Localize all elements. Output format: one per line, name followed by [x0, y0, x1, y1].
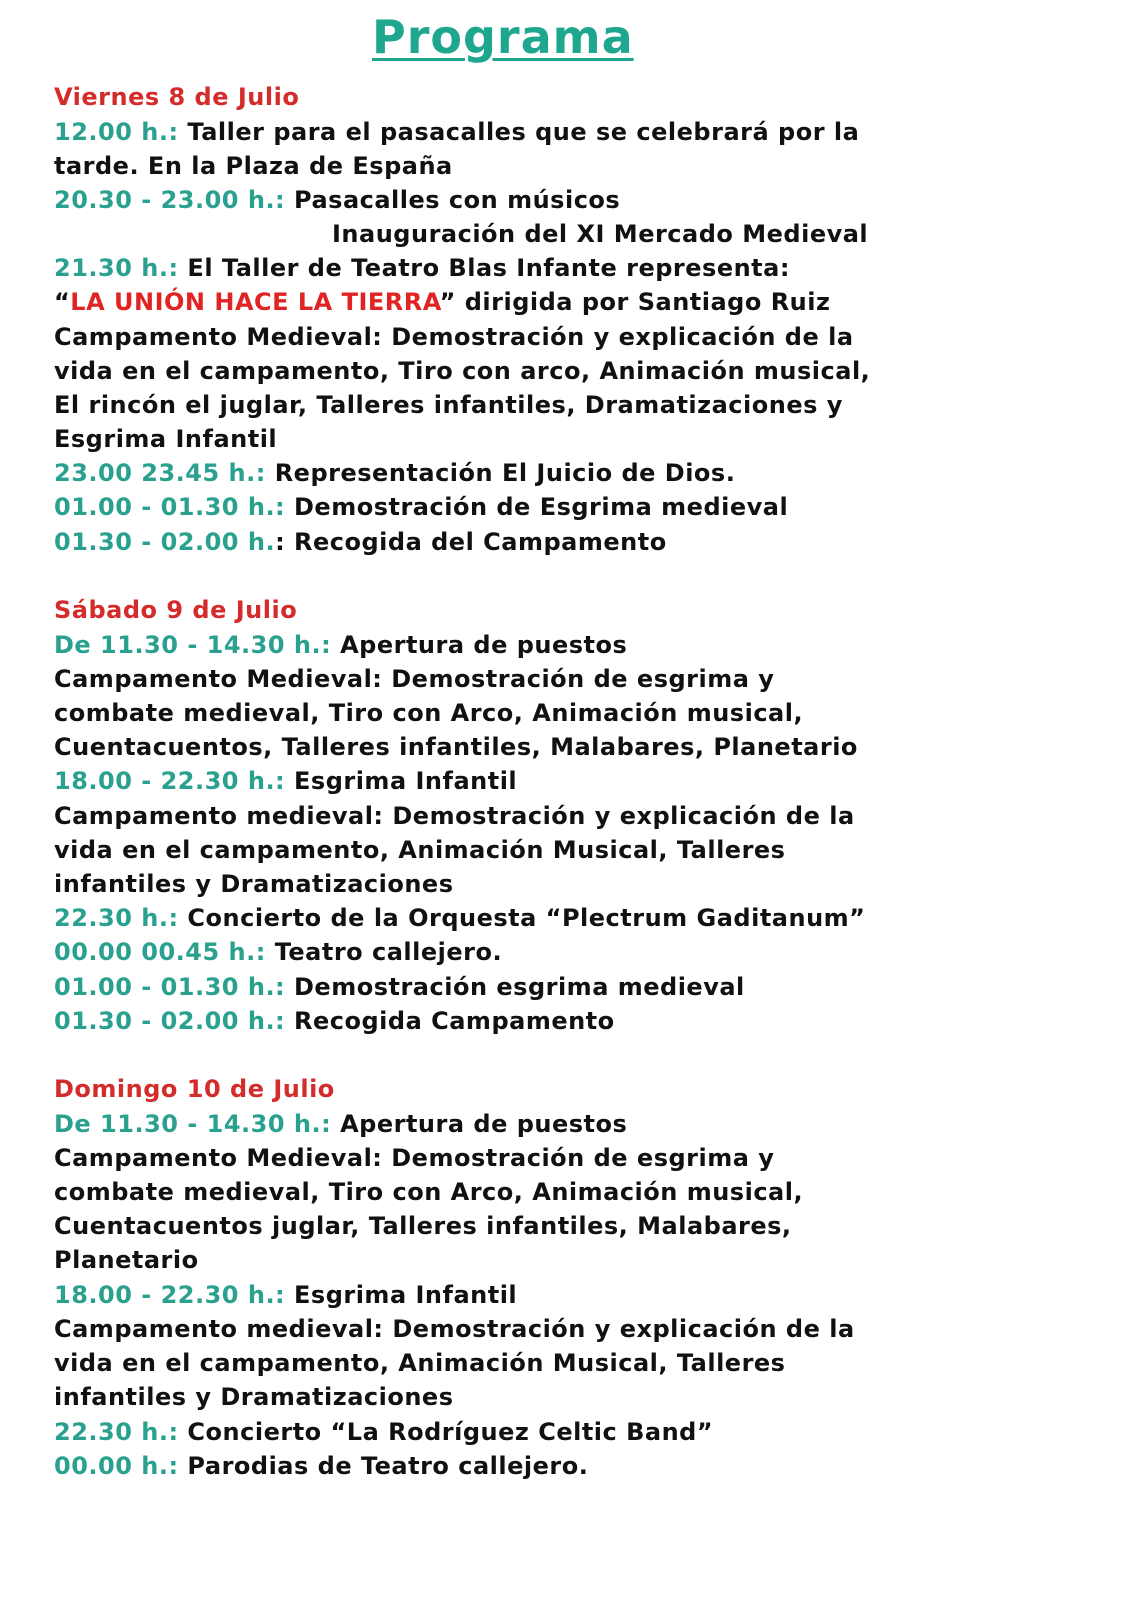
event-text: Campamento Medieval: Demostración y explicación de la — [54, 323, 854, 351]
event-text: Planetario — [54, 1246, 199, 1274]
event-text: tarde. En la Plaza de España — [54, 152, 453, 180]
event-text: Esgrima Infantil — [54, 425, 278, 453]
time-label: 00.00 h.: — [54, 1452, 179, 1480]
event-text: Parodias de Teatro callejero. — [178, 1452, 589, 1480]
day-heading-domingo: Domingo 10 de Julio — [54, 1075, 335, 1103]
time-label: 22.30 h.: — [54, 904, 179, 932]
event-text: Campamento medieval: Demostración y explicación de la — [54, 802, 855, 830]
schedule-line — [54, 901, 865, 935]
event-text: vida en el campamento, Animación Musical, Talleres — [54, 1349, 786, 1377]
time-label: 20.30 - 23.00 h.: — [54, 186, 286, 214]
event-text: infantiles y Dramatizaciones — [54, 1383, 454, 1411]
schedule-line — [54, 183, 620, 217]
schedule-line — [54, 1278, 517, 1312]
schedule-line — [54, 1415, 713, 1449]
schedule-line — [54, 1107, 627, 1141]
schedule-line — [54, 456, 735, 490]
event-text: Esgrima Infantil — [285, 1281, 518, 1309]
event-text: El Taller de Teatro Blas Infante representa: — [178, 254, 790, 282]
day-heading-sabado: Sábado 9 de Julio — [54, 596, 298, 624]
event-text: Demostración de Esgrima medieval — [285, 493, 789, 521]
event-text: Cuentacuentos, Talleres infantiles, Malabares, Planetario — [54, 733, 858, 761]
time-label: 21.30 h.: — [54, 254, 179, 282]
schedule-line — [54, 490, 788, 524]
time-label: 22.30 h.: — [54, 1418, 179, 1446]
event-text: Pasacalles con músicos — [285, 186, 621, 214]
schedule-line — [54, 525, 667, 559]
day-heading-viernes: Viernes 8 de Julio — [54, 83, 300, 111]
page-title: Programa — [372, 10, 634, 64]
schedule-line — [54, 251, 790, 285]
event-text: Cuentacuentos juglar, Talleres infantiles, Malabares, — [54, 1212, 792, 1240]
time-label: De 11.30 - 14.30 h.: — [54, 1110, 332, 1138]
time-label: 01.00 - 01.30 h.: — [54, 973, 286, 1001]
time-label: De 11.30 - 14.30 h.: — [54, 631, 332, 659]
event-text: combate medieval, Tiro con Arco, Animación musical, — [54, 699, 804, 727]
time-label: 18.00 - 22.30 h.: — [54, 1281, 286, 1309]
time-label: 23.00 23.45 h.: — [54, 459, 266, 487]
schedule-line — [54, 115, 859, 149]
event-text: Apertura de puestos — [331, 1110, 628, 1138]
schedule-line — [54, 628, 627, 662]
event-text: : Recogida del Campamento — [275, 528, 667, 556]
time-label: 01.30 - 02.00 h. — [54, 528, 276, 556]
event-text: Recogida Campamento — [285, 1007, 615, 1035]
event-text: vida en el campamento, Animación Musical, Talleres — [54, 836, 786, 864]
event-text: Inauguración del XI Mercado Medieval — [332, 220, 869, 248]
schedule-line — [54, 1449, 588, 1483]
event-text: Campamento Medieval: Demostración de esgrima y — [54, 665, 775, 693]
schedule-line — [54, 764, 517, 798]
event-text: El rincón el juglar, Talleres infantiles, Dramatizaciones y — [54, 391, 843, 419]
event-text: Teatro callejero. — [265, 938, 503, 966]
schedule-line — [54, 935, 502, 969]
schedule-line — [54, 1004, 615, 1038]
event-text: infantiles y Dramatizaciones — [54, 870, 454, 898]
play-title: LA UNIÓN HACE LA TIERRA — [70, 288, 440, 316]
event-text: vida en el campamento, Tiro con arco, Animación musical, — [54, 357, 871, 385]
event-text: Concierto “La Rodríguez Celtic Band” — [178, 1418, 714, 1446]
event-text: Apertura de puestos — [331, 631, 628, 659]
event-text: Demostración esgrima medieval — [285, 973, 745, 1001]
time-label: 12.00 h.: — [54, 118, 179, 146]
event-text: Campamento Medieval: Demostración de esgrima y — [54, 1144, 775, 1172]
event-text: Esgrima Infantil — [285, 767, 518, 795]
event-text: Representación El Juicio de Dios. — [265, 459, 736, 487]
event-text: Campamento medieval: Demostración y explicación de la — [54, 1315, 855, 1343]
time-label: 01.30 - 02.00 h.: — [54, 1007, 286, 1035]
schedule-line — [54, 970, 745, 1004]
event-text: Taller para el pasacalles que se celebrará por la — [178, 118, 860, 146]
time-label: 18.00 - 22.30 h.: — [54, 767, 286, 795]
time-label: 01.00 - 01.30 h.: — [54, 493, 286, 521]
event-text: ” dirigida por Santiago Ruiz — [439, 288, 831, 316]
event-text: Concierto de la Orquesta “Plectrum Gaditanum” — [178, 904, 866, 932]
quote-mark: “ — [54, 288, 71, 316]
time-label: 00.00 00.45 h.: — [54, 938, 266, 966]
schedule-line — [54, 285, 830, 319]
event-text: combate medieval, Tiro con Arco, Animación musical, — [54, 1178, 804, 1206]
